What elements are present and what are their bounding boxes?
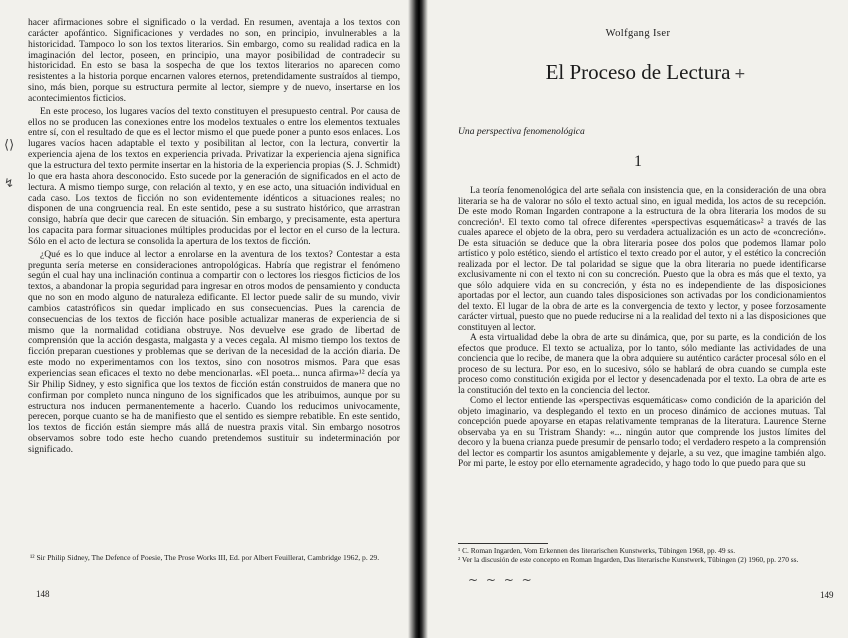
right-footnotes <box>458 546 826 564</box>
author-name: Wolfgang Iser <box>605 28 671 39</box>
section-number: 1 <box>634 153 642 170</box>
left-footnote: ¹² Sir Philip Sidney, The Defence of Poesie, The Prose Works III, Ed. por Albert Feuillerat, Cambridge 1962, p. 29. <box>30 553 380 562</box>
handwritten-scribble: ~ ~ ~ ~ <box>468 573 534 587</box>
right-paragraph-2: A esta virtualidad debe la obra de arte su dinámica, que, por su parte, es la condición de los efectos que produce. El texto se actualiza, por lo tanto, sólo mediante las actividades de una conciencia que lo recibe, de manera que la obra adquiere su auténtico carácter procesal sólo en el proceso de su lectura. Por eso, en lo sucesivo, sólo se hablará de obra cuando se cumpla este proceso como constitución exigida por el lector y desencadenada por el texto. La obra de arte es la constitución del texto en la conciencia del lector. <box>458 333 826 396</box>
left-paragraph-2: En este proceso, los lugares vacíos del texto constituyen el presupuesto central. Por causa de ellos no se producen las conexiones entre los modelos textuales o entre los elementos textuales entre sí, con el resultado de que es el lector mismo el que puede poner a punto esos enlaces. Los lugares vacíos hacen adaptable el texto y posibilitan al lector, con la lectura, convertir la experiencia ajena de los textos en experiencia privada. Privatizar la experiencia ajena significa que la estructura del texto permite insertar en la historia de la experiencia propias (S. J. Schmidt) lo que era hasta ahora desconocido. Esto sucede por la generación de significados en el acto de lectura. A mismo tiempo surge, con relación al texto, y en ese acto, una situación individual en cada caso. Los textos de ficción no son evidentemente idénticos a situaciones reales; no disponen de una congruencia real. En este sentido, pese a su sustrato histórico, que arrastran consigo, habría que decir que carecen de situación. Sin embargo, y precisamente, esta apertura los capacita para formar situaciones múltiples producidas por el lector en el curso de la lectura. Sólo en el acto de lectura se consolida la apertura de los textos de ficción. <box>28 105 400 247</box>
chapter-subtitle: Una perspectiva fenomenológica <box>458 126 585 137</box>
book-gutter <box>408 0 428 638</box>
right-page-number: 149 <box>820 590 834 600</box>
right-paragraph-3: Como el lector entiende las «perspectivas esquemáticas» como condición de la aparición del objeto imaginario, va desplegando el texto en un proceso dinámico de acciones mutuas. Tal concepción puede apoyarse en etapas relativamente tempranas de la literatura. Laurence Sterne observaba ya en su Tristram Shandy: «... ningún autor que comprende los justos límites del decoro y la buena crianza puede presumir de pensarlo todo; el verdadero respeto a la comprensión del lector es compartir los asuntos amigablemente y dejarle, a su vez, que imagine también algo. Por mi parte, le estoy por ello eternamente agradecido, y hago todo lo que puedo para que su <box>458 396 826 469</box>
left-paragraph-3: ¿Qué es lo que induce al lector a enrolarse en la aventura de los textos? Contestar a esta pregunta sería meterse en consideraciones antropológicas. Habría que registrar el fenómeno según el cual hay una inclinación continua a compartir con o lectores los riesgos ficticios de los textos, a abandonar la propia seguridad para ingresar en otros modos de pensamiento y conducta que no son en modo alguno de naturaleza edificante. El lector puede salir de su mundo, vivir cambios catastróficos sin quedar implicado en sus consecuencias. Pues la carencia de consecuencias de los textos de ficción hace posible actualizar maneras de experiencia de si mismo que la normalidad cotidiana obstruye. Nos devuelve ese grado de libertad de comprensión que la acción desgasta, malgasta y a veces cegala. Al mismo tiempo los textos de ficción preparan cuestiones y problemas que se derivan de la necesidad de la acción diaria. De este modo no experimentamos con los textos, sino con nosotros mismos. Para que esas experiencias sean eficaces el texto no debe mencionarlas. «El poeta... nunca afirma»¹² decía ya Sir Philip Sidney, y esto significa que los textos de ficción están construidos de manera que no confirman por completo nunca ninguno de los significados que les atribuimos, aunque por su estructura nos inducen permanentemente a hacerlo. Cuando los reducimos univocamente, perecen, porque cuanto se ha de manifiesto que el sentido es siempre rebatible. En este sentido, los textos de ficción están siempre más allá de nuestra praxis vital. Sin embargo nosotros observamos sobre todo este hecho cuando pretendemos sustituir su indeterminación por significado. <box>28 248 400 455</box>
left-page <box>0 0 420 638</box>
right-footnote-2: ² Ver la discusión de este concepto en Roman Ingarden, Das literarische Kunstwerk, Tübingen (2) 1960, pp. 270 ss. <box>458 555 799 564</box>
right-footnote-1: ¹ C. Roman Ingarden, Vom Erkennen des literarischen Kunstwerks, Tübingen 1968, pp. 49 ss. <box>458 546 736 555</box>
handwritten-mark: + <box>734 66 746 82</box>
chapter-title: El Proceso de Lectura <box>545 60 731 84</box>
right-paragraph-1: La teoría fenomenológica del arte señala con insistencia que, en la consideración de una obra literaria se ha de valorar no sólo el texto actual sino, en igual medida, los actos de su recepción. De este modo Roman Ingarden contrapone a la estructura de la obra literaria los modos de su concreción¹. El texto como tal ofrece diferentes «perspectivas esquemáticas»² a través de las cuales aparece el objeto de la obra, pero su verdadera actualización es un acto de «concreción». De esta situación se deduce que la obra literaria posee dos polos que podemos llamar polo artístico y polo estético, siendo el artístico el texto creado por el autor, y el estético la concreción realizada por el lector. De tal polaridad se sigue que la obra literaria no puede identificarse exclusivamente ni con el texto ni con su concreción. Puesto que la obra es más que el texto, ya que sólo adquiere vida en su concreción, y ésta no es independiente de las disposiciones aportadas por el lector, aun cuando tales disposiciones son activadas por los condicionamientos del texto. El lugar de la obra de arte es la convergencia de texto y lector, y posee forzosamente carácter virtual, puesto que no puede reducirse ni a la realidad del texto ni a las disposiciones que constituyen al lector. <box>458 186 826 333</box>
right-page <box>428 0 848 638</box>
left-page-number: 148 <box>36 589 50 599</box>
right-page-body <box>458 186 826 470</box>
margin-annotation-mark: ↯ <box>4 176 15 190</box>
left-page-body <box>28 18 400 456</box>
left-paragraph-1: hacer afirmaciones sobre el significado o la verdad. En resumen, aventaja a los textos con carácter apofántico. Significaciones y verdades no son, en principio, invulnerables a la historicidad. Tampoco lo son los textos literarios. Sin embargo, como su realidad radica en la imaginación del lector, poseen, en principio, una mayor posibilidad de contradecir su historicidad. En esto se basa la sospecha de que los textos literarios no aparecen como resistentes a la historia porque encarnen valores eternos, pretendidamente sustraídos al tiempo, sino, más bien, porque su estructura permite al lector, siempre y de nuevo, insertarse en los acontecimientos ficticios. <box>28 17 400 104</box>
margin-annotation-mark: ⟨⟩ <box>4 138 15 153</box>
footnote-rule <box>458 543 548 544</box>
